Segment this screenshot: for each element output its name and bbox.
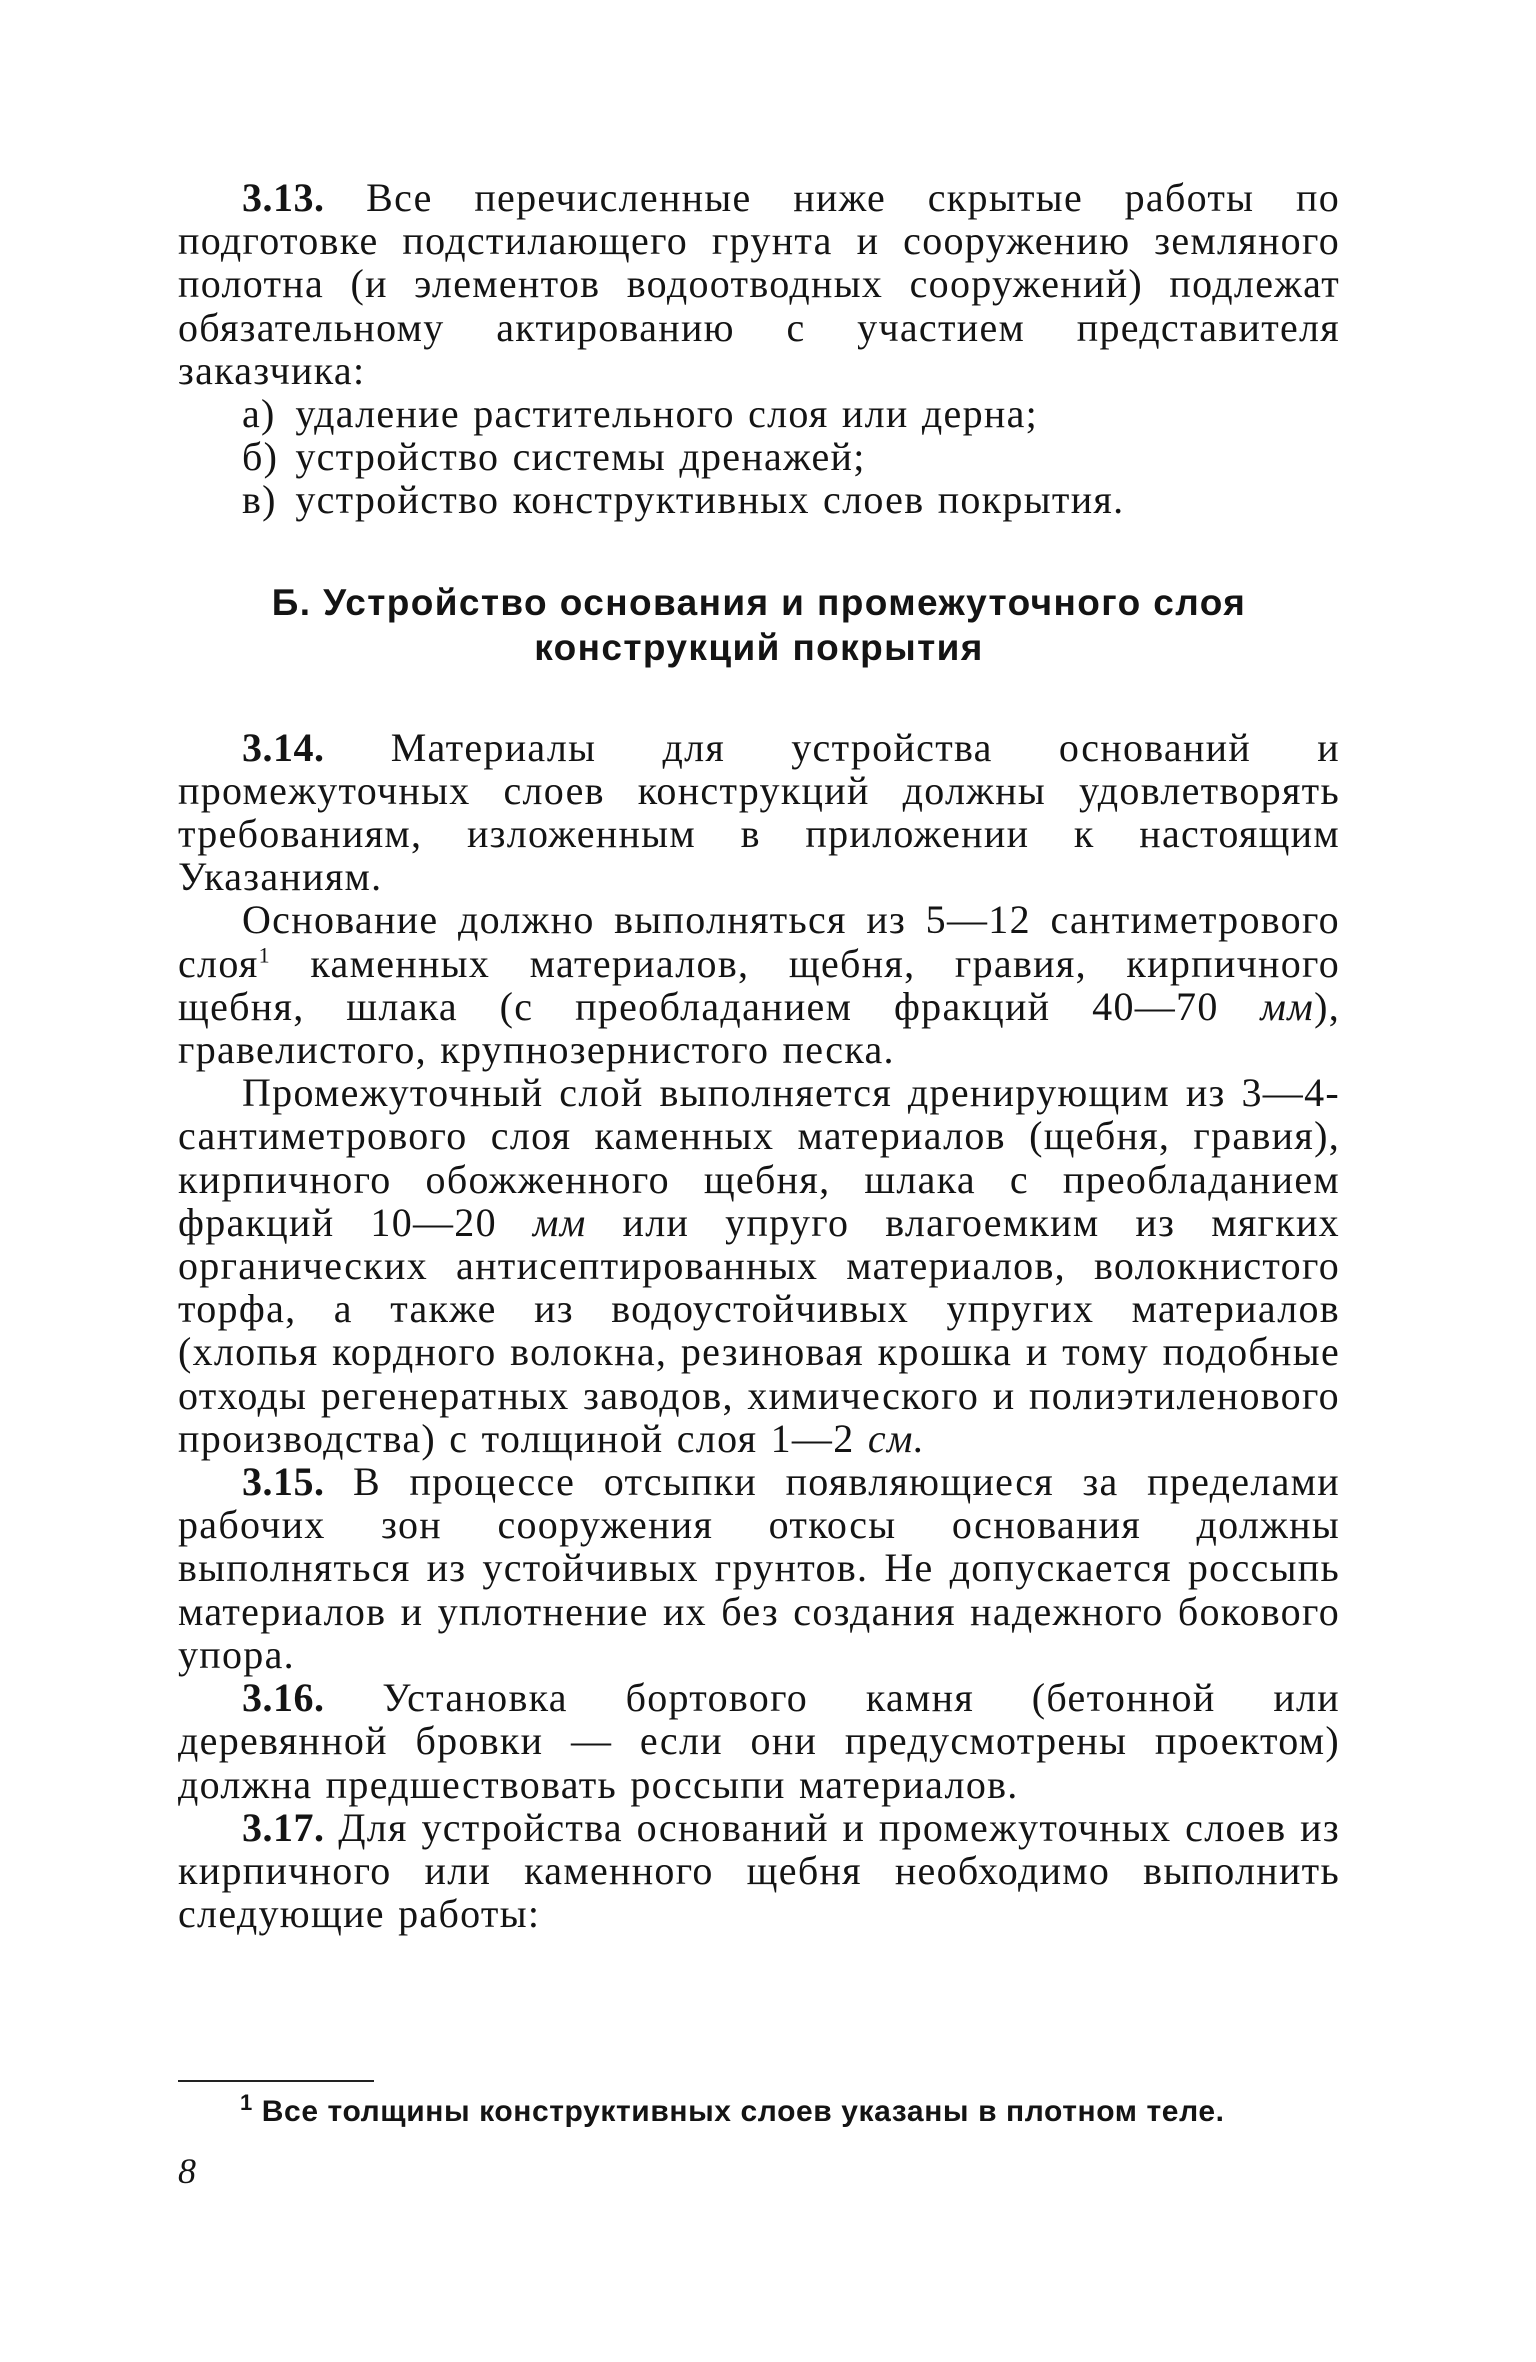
work-list: [178, 392, 1340, 522]
paragraph-text: Все перечисленные ниже скрытые работы по подготовке подстилающего грунта и сооружению земляного полотна (и элементов водоотводных сооружений) подлежат обязательному актированию с участием представителя заказчика:: [178, 175, 1340, 393]
unit-text: см.: [867, 1415, 925, 1461]
list-marker: в): [242, 477, 277, 523]
paragraph-number: 3.17.: [242, 1804, 325, 1850]
list-item: [178, 478, 1340, 521]
section-heading-line-2: конструкций покрытия: [534, 626, 984, 668]
paragraph-3-16: [178, 1676, 1340, 1806]
paragraph-text: В процессе отсыпки появляющиеся за пределами рабочих зон сооружения откосы основания должны выполняться из устойчивых грунтов. Не допускается россыпь материалов и уплотнение их без создания надежного бокового упора.: [178, 1459, 1340, 1677]
paragraph-intermediate-layer: [178, 1071, 1340, 1460]
section-heading-line-1: Б. Устройство основания и промежуточного слоя: [271, 581, 1247, 623]
paragraph-text: каменных материалов, щебня, гравия, кирпичного щебня, шлака (с преобладанием фракций 40—70: [178, 940, 1340, 1029]
paragraph-text: Установка бортового камня (бетонной или деревянной бровки — если они предусмотрены проектом) должна предшествовать россыпи материалов.: [178, 1675, 1340, 1807]
footnote-reference: 1: [258, 942, 271, 968]
list-marker: а): [242, 391, 276, 437]
list-item-text: устройство системы дренажей;: [295, 434, 866, 480]
paragraph-number: 3.13.: [242, 175, 325, 220]
section-heading: [178, 580, 1340, 670]
paragraph-text: Материалы для устройства оснований и промежуточных слоев конструкций должны удовлетворять требованиям, изложенным в приложении к настоящим Указаниям.: [178, 724, 1340, 900]
footnote: [240, 2092, 1340, 2132]
footnote-mark: 1: [240, 2090, 253, 2115]
footnote-divider: [178, 2080, 374, 2082]
list-item-text: удаление растительного слоя или дерна;: [295, 391, 1039, 437]
list-item: [178, 392, 1340, 435]
paragraph-text: Промежуточный слой выполняется дренирующим из 3—4-сантиметрового слоя каменных материалов (щебня, гравия), кирпичного обожженного щебня, шлака с преобладанием фракций 10—20: [178, 1070, 1340, 1245]
paragraph-number: 3.14.: [242, 724, 325, 770]
page-body: [178, 176, 1340, 1935]
paragraph-text: или упруго влагоемким из мягких органических антисептированных материалов, волокнистого торфа, а также из водоустойчивых упругих материалов (хлопья кордного волокна, резиновая крошка и тому подобные отходы регенератных заводов, химического и полиэтиленового производства) с толщиной слоя 1—2: [178, 1199, 1340, 1461]
page-number: 8: [178, 2151, 196, 2191]
unit-text: мм: [532, 1199, 587, 1245]
list-item-text: устройство конструктивных слоев покрытия.: [295, 477, 1125, 523]
paragraph-base-layer: [178, 898, 1340, 1071]
paragraph-number: 3.16.: [242, 1675, 325, 1721]
unit-text: мм: [1260, 983, 1315, 1029]
paragraph-text: ), гравелистого, крупнозернистого песка.: [178, 983, 1340, 1073]
paragraph-text: Для устройства оснований и промежуточных слоев из кирпичного или каменного щебня необходимо выполнить следующие работы:: [178, 1804, 1340, 1937]
paragraph-3-17: [178, 1806, 1340, 1936]
list-marker: б): [242, 434, 279, 480]
footnote-text: Все толщины конструктивных слоев указаны в плотном теле.: [261, 2095, 1225, 2128]
paragraph-text: Основание должно выполняться из 5—12 сантиметрового слоя: [178, 897, 1340, 986]
paragraph-number: 3.15.: [242, 1459, 325, 1505]
paragraph-3-13: [178, 176, 1340, 392]
list-item: [178, 435, 1340, 478]
paragraph-3-14: [178, 726, 1340, 899]
paragraph-3-15: [178, 1460, 1340, 1676]
